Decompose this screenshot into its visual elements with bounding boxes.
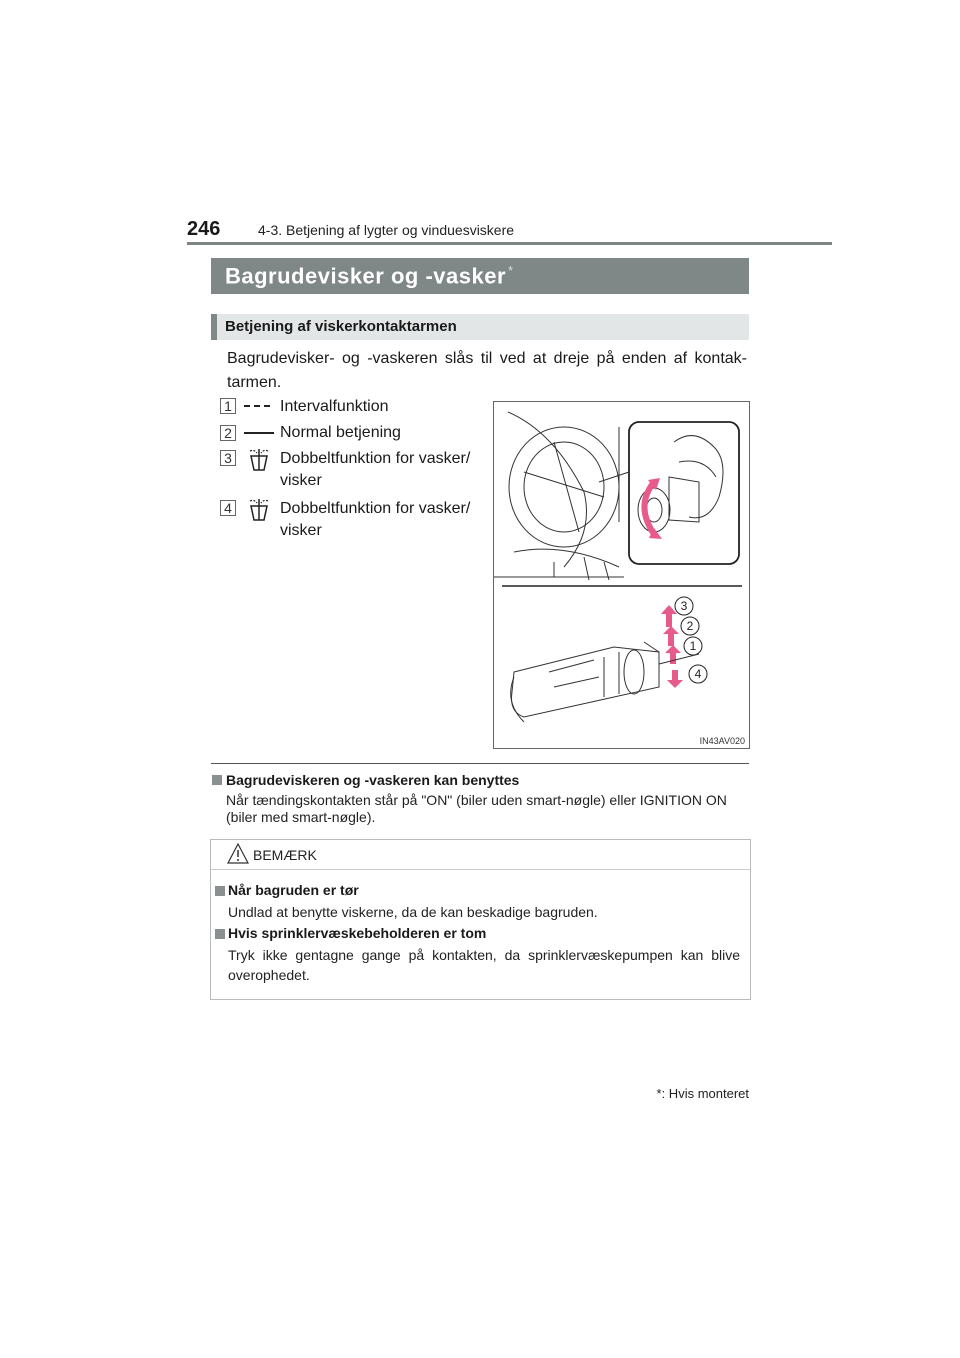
square-bullet-icon (212, 775, 222, 785)
legend-text-2: Normal betjening (280, 424, 401, 441)
section-divider (211, 763, 749, 764)
legend-number-4: 4 (220, 500, 236, 516)
figure-code: IN43AV020 (699, 736, 745, 746)
dashed-line-icon (244, 400, 274, 412)
legend-text-1: Intervalfunktion (280, 398, 389, 415)
title-asterisk: * (508, 263, 514, 278)
subsection-title: Betjening af viskerkontaktarmen (225, 318, 457, 335)
caution-header-rule (211, 869, 750, 870)
washer-icon (248, 498, 270, 522)
washer-icon (248, 448, 270, 472)
note-body: Når tændingskontakten står på "ON" (biler uden smart-nøgle) eller IGNITION ON (biler med smart-nøgle). (226, 792, 727, 825)
header-rule (187, 242, 832, 245)
section-label: 4-3. Betjening af lygter og vinduesviskere (258, 222, 515, 238)
caution-item-2-body: Tryk ikke gentagne gange på kontakten, da sprinklervæskepumpen kan blive overophedet. (228, 947, 740, 983)
intro-paragraph: Bagrudevisker- og -vaskeren slås til ved at dreje på enden af kontak-tarmen. (227, 350, 747, 391)
subsection-accent (211, 314, 217, 340)
legend-text-4: Dobbeltfunktion for vasker/ visker (280, 500, 471, 539)
title-bar (211, 258, 749, 294)
subsection-bar (211, 314, 749, 340)
footnote-asterisk: * (656, 1086, 662, 1101)
callout-4: 4 (694, 667, 702, 681)
warning-triangle-icon (227, 843, 249, 865)
caution-item-1-body: Undlad at benytte viskerne, da de kan beskadige bagruden. (228, 904, 598, 920)
callout-1: 1 (689, 639, 697, 653)
legend-text-3: Dobbeltfunktion for vasker/ visker (280, 450, 471, 489)
legend-number-3: 3 (220, 450, 236, 466)
square-bullet-icon (215, 929, 225, 939)
callout-3: 3 (680, 599, 688, 613)
note-heading: Bagrudeviskeren og -vaskeren kan benyttes (226, 772, 520, 788)
caution-item-1-heading: Når bagruden er tør (228, 882, 359, 898)
caution-item-2-heading: Hvis sprinklervæskebeholderen er tom (228, 925, 487, 941)
page-title (225, 263, 514, 289)
solid-line-icon (244, 427, 274, 439)
figure-illustration (493, 401, 750, 749)
square-bullet-icon (215, 886, 225, 896)
footnote (657, 1086, 749, 1101)
legend-number-1: 1 (220, 398, 236, 414)
caution-title: BEMÆRK (253, 847, 317, 863)
caution-box (210, 839, 751, 1000)
page-title-text: Bagrudevisker og -vasker (225, 263, 507, 289)
callout-2: 2 (686, 619, 694, 633)
page-number: 246 (187, 218, 221, 240)
footnote-text: : Hvis monteret (661, 1086, 749, 1101)
legend-number-2: 2 (220, 425, 236, 441)
wiper-lever-illustration (494, 402, 749, 748)
